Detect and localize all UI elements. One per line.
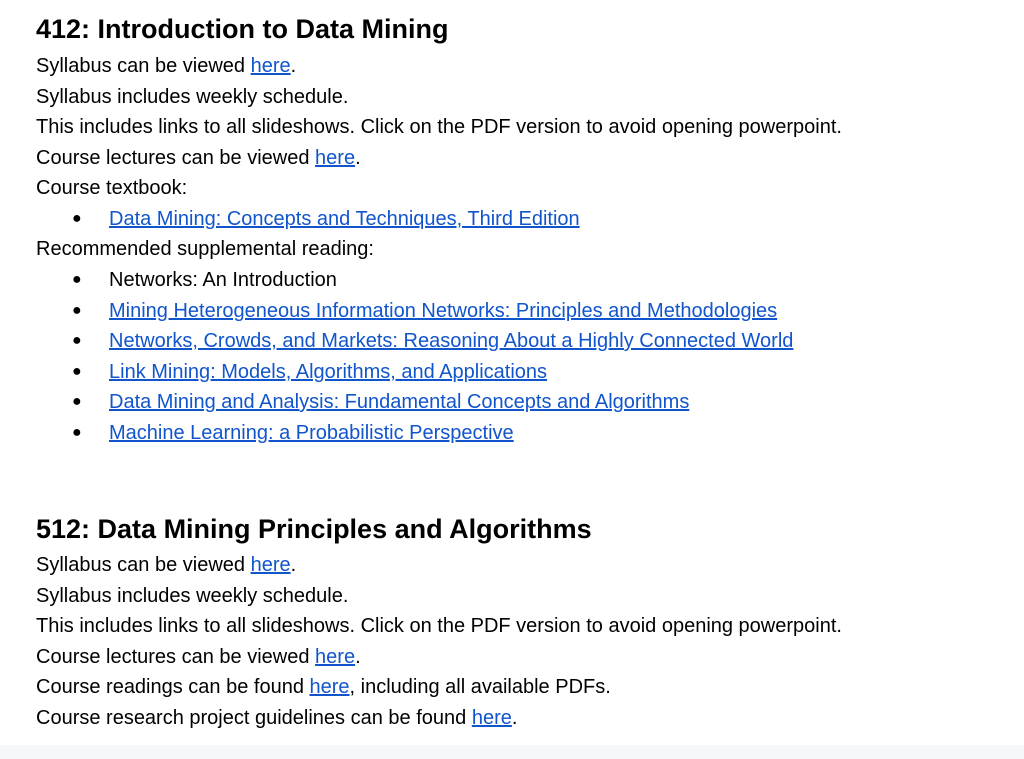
bullet-icon: ● <box>72 210 82 227</box>
bullet-icon: ● <box>72 271 82 288</box>
project-link[interactable]: here <box>471 707 512 729</box>
slides-note: This includes links to all slideshows. Click on the PDF version to avoid opening powerpoint. <box>36 615 842 637</box>
course-412-title: 412: Introduction to Data Mining <box>36 14 449 44</box>
syllabus-suffix: . <box>290 55 297 77</box>
syllabus-link[interactable]: here <box>250 55 291 77</box>
lectures-link[interactable]: here <box>315 646 356 668</box>
bullet-icon: ● <box>72 302 82 319</box>
supplemental-link[interactable]: Mining Heterogeneous Information Networks: Principles and Methodologies <box>109 300 778 322</box>
project-prefix: Course research project guidelines can be found <box>36 707 472 729</box>
readings-link[interactable]: here <box>309 676 350 698</box>
schedule-note: Syllabus includes weekly schedule. <box>36 585 349 607</box>
supplemental-link[interactable]: Networks, Crowds, and Markets: Reasoning About a Highly Connected World <box>109 330 794 352</box>
readings-suffix: , including all available PDFs. <box>349 676 611 698</box>
project-line <box>36 706 517 730</box>
bullet-icon: ● <box>72 424 82 441</box>
lectures-line <box>36 645 361 669</box>
supplemental-link[interactable]: Machine Learning: a Probabilistic Perspective <box>109 422 514 444</box>
project-suffix: . <box>511 707 518 729</box>
syllabus-link[interactable]: here <box>250 554 291 576</box>
bullet-icon: ● <box>72 332 82 349</box>
syllabus-suffix: . <box>290 554 297 576</box>
syllabus-line <box>36 54 296 78</box>
lectures-suffix: . <box>355 646 361 668</box>
supplemental-link[interactable]: Link Mining: Models, Algorithms, and Applications <box>109 361 548 383</box>
schedule-note: Syllabus includes weekly schedule. <box>36 86 349 108</box>
lectures-prefix: Course lectures can be viewed <box>36 646 316 668</box>
bullet-icon: ● <box>72 393 82 410</box>
textbook-link[interactable]: Data Mining: Concepts and Techniques, Third Edition <box>109 208 580 230</box>
readings-prefix: Course readings can be found <box>36 676 310 698</box>
syllabus-prefix: Syllabus can be viewed <box>36 55 251 77</box>
page-bottom-edge <box>0 745 1024 759</box>
textbook-label: Course textbook: <box>36 177 188 199</box>
course-512-title: 512: Data Mining Principles and Algorithms <box>36 514 592 544</box>
supplemental-item: Networks: An Introduction <box>109 269 337 291</box>
lectures-prefix: Course lectures can be viewed <box>36 147 316 169</box>
lectures-link[interactable]: here <box>315 147 356 169</box>
lectures-suffix: . <box>355 147 361 169</box>
syllabus-line <box>36 553 296 577</box>
syllabus-prefix: Syllabus can be viewed <box>36 554 251 576</box>
lectures-line <box>36 146 361 170</box>
supplemental-label: Recommended supplemental reading: <box>36 238 374 260</box>
bullet-icon: ● <box>72 363 82 380</box>
slides-note: This includes links to all slideshows. Click on the PDF version to avoid opening powerpoint. <box>36 116 842 138</box>
readings-line <box>36 675 611 699</box>
supplemental-link[interactable]: Data Mining and Analysis: Fundamental Concepts and Algorithms <box>109 391 690 413</box>
